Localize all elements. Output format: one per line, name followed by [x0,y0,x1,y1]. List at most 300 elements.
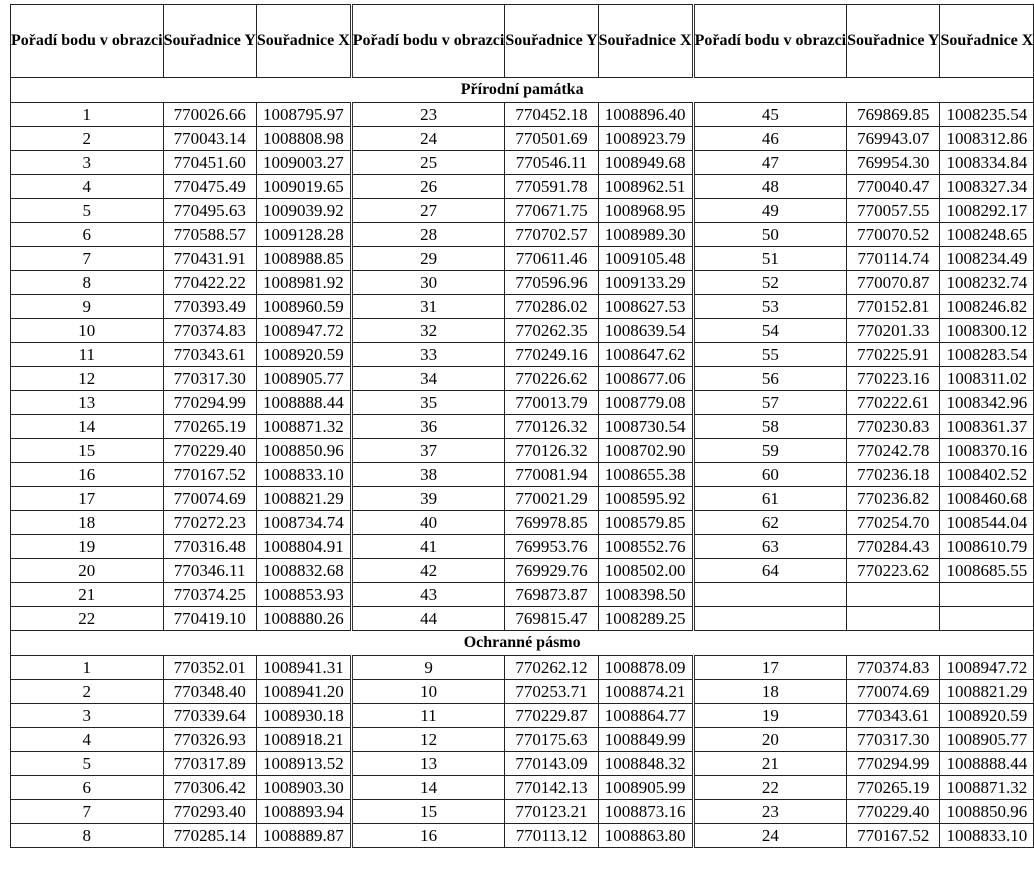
cell-coordinate-y: 770143.09 [505,752,598,776]
cell-point-order: 18 [11,511,164,535]
table-row [11,583,1034,607]
cell-coordinate-y: 770272.23 [163,511,256,535]
table-wrapper [10,4,1034,848]
cell-coordinate-x: 1008905.77 [940,728,1034,752]
cell-coordinate-x [940,583,1034,607]
cell-coordinate-x: 1008923.79 [598,127,693,151]
cell-point-order: 36 [351,415,505,439]
cell-coordinate-y: 770326.93 [163,728,256,752]
cell-point-order: 63 [693,535,847,559]
table-row [11,223,1034,247]
cell-coordinate-x: 1009039.92 [256,199,351,223]
cell-coordinate-y: 770254.70 [847,511,940,535]
cell-coordinate-y: 770348.40 [163,680,256,704]
cell-coordinate-x: 1008610.79 [940,535,1034,559]
cell-coordinate-x: 1008874.21 [598,680,693,704]
cell-coordinate-y: 770114.74 [847,247,940,271]
cell-point-order: 5 [11,752,164,776]
cell-point-order: 27 [351,199,505,223]
cell-coordinate-y: 770611.46 [505,247,598,271]
cell-point-order: 19 [693,704,847,728]
cell-coordinate-x: 1008880.26 [256,607,351,631]
cell-point-order: 39 [351,487,505,511]
cell-point-order: 24 [351,127,505,151]
cell-coordinate-x: 1008947.72 [256,319,351,343]
cell-coordinate-x: 1008804.91 [256,535,351,559]
cell-coordinate-y: 770236.18 [847,463,940,487]
table-row [11,559,1034,583]
cell-point-order: 21 [11,583,164,607]
cell-coordinate-y: 770671.75 [505,199,598,223]
cell-point-order: 14 [11,415,164,439]
table-row [11,103,1034,127]
cell-coordinate-y: 770074.69 [163,487,256,511]
cell-coordinate-y: 770229.40 [847,800,940,824]
table-row [11,127,1034,151]
cell-coordinate-y: 770294.99 [163,391,256,415]
cell-coordinate-y: 770431.91 [163,247,256,271]
cell-point-order: 9 [351,656,505,680]
cell-point-order: 51 [693,247,847,271]
header-coordinate-y: Souřadnice Y [505,5,598,78]
cell-point-order: 20 [11,559,164,583]
cell-coordinate-x: 1008920.59 [256,343,351,367]
cell-coordinate-y: 770374.83 [847,656,940,680]
cell-coordinate-x: 1008873.16 [598,800,693,824]
table-row [11,680,1034,704]
cell-point-order: 60 [693,463,847,487]
cell-coordinate-y: 770596.96 [505,271,598,295]
cell-coordinate-x: 1008327.34 [940,175,1034,199]
cell-point-order: 45 [693,103,847,127]
table-row [11,656,1034,680]
cell-point-order: 22 [693,776,847,800]
cell-coordinate-y: 770026.66 [163,103,256,127]
cell-coordinate-x: 1008833.10 [940,824,1034,848]
cell-coordinate-x: 1008655.38 [598,463,693,487]
table-row [11,151,1034,175]
table-row [11,199,1034,223]
table-row [11,704,1034,728]
cell-coordinate-y: 770352.01 [163,656,256,680]
cell-point-order: 43 [351,583,505,607]
cell-point-order: 1 [11,103,164,127]
header-row [11,5,1034,78]
cell-coordinate-x: 1008248.65 [940,223,1034,247]
cell-coordinate-y: 770339.64 [163,704,256,728]
cell-coordinate-y: 770253.71 [505,680,598,704]
cell-point-order: 29 [351,247,505,271]
cell-coordinate-x: 1008685.55 [940,559,1034,583]
cell-coordinate-y: 770043.14 [163,127,256,151]
cell-coordinate-x: 1008702.90 [598,439,693,463]
cell-point-order: 38 [351,463,505,487]
cell-point-order: 54 [693,319,847,343]
cell-coordinate-x: 1008989.30 [598,223,693,247]
cell-coordinate-x: 1008821.29 [256,487,351,511]
cell-point-order: 59 [693,439,847,463]
cell-point-order: 8 [11,271,164,295]
cell-point-order: 23 [351,103,505,127]
cell-coordinate-y: 769943.07 [847,127,940,151]
cell-coordinate-y: 770040.47 [847,175,940,199]
cell-coordinate-y: 770294.99 [847,752,940,776]
cell-point-order: 3 [11,704,164,728]
cell-coordinate-x: 1008968.95 [598,199,693,223]
section-header-row [11,631,1034,656]
cell-coordinate-y [847,583,940,607]
cell-coordinate-x: 1008595.92 [598,487,693,511]
cell-point-order: 11 [351,704,505,728]
cell-coordinate-y: 770317.89 [163,752,256,776]
cell-coordinate-x: 1008342.96 [940,391,1034,415]
cell-coordinate-x: 1008460.68 [940,487,1034,511]
cell-coordinate-x: 1008370.16 [940,439,1034,463]
cell-point-order: 3 [11,151,164,175]
cell-coordinate-y: 770126.32 [505,415,598,439]
cell-point-order: 9 [11,295,164,319]
cell-coordinate-y: 770262.35 [505,319,598,343]
cell-coordinate-y: 770223.62 [847,559,940,583]
cell-point-order: 8 [11,824,164,848]
table-row [11,319,1034,343]
cell-coordinate-y: 770265.19 [163,415,256,439]
cell-coordinate-x: 1008832.68 [256,559,351,583]
table-row [11,439,1034,463]
cell-coordinate-y [847,607,940,631]
cell-coordinate-x: 1008850.96 [256,439,351,463]
cell-point-order: 20 [693,728,847,752]
cell-point-order: 15 [351,800,505,824]
cell-coordinate-x: 1009105.48 [598,247,693,271]
coordinates-table [10,4,1034,848]
section-title: Přírodní památka [11,78,1034,103]
cell-coordinate-x: 1008311.02 [940,367,1034,391]
cell-coordinate-y: 770113.12 [505,824,598,848]
cell-point-order: 37 [351,439,505,463]
cell-point-order: 21 [693,752,847,776]
cell-coordinate-x: 1008893.94 [256,800,351,824]
cell-coordinate-y: 770229.87 [505,704,598,728]
table-row [11,271,1034,295]
cell-point-order: 13 [11,391,164,415]
table-row [11,824,1034,848]
cell-coordinate-y: 770346.11 [163,559,256,583]
cell-coordinate-x: 1008988.85 [256,247,351,271]
cell-coordinate-y: 770223.16 [847,367,940,391]
section-header-row [11,78,1034,103]
cell-point-order [693,607,847,631]
cell-coordinate-x: 1008232.74 [940,271,1034,295]
cell-coordinate-y: 769873.87 [505,583,598,607]
cell-coordinate-y: 770475.49 [163,175,256,199]
cell-coordinate-x: 1008960.59 [256,295,351,319]
header-coordinate-y: Souřadnice Y [163,5,256,78]
table-body [11,78,1034,848]
cell-coordinate-x: 1008627.53 [598,295,693,319]
cell-coordinate-y: 770422.22 [163,271,256,295]
cell-coordinate-y: 770285.14 [163,824,256,848]
cell-coordinate-y: 770201.33 [847,319,940,343]
cell-coordinate-x: 1008300.12 [940,319,1034,343]
cell-point-order: 13 [351,752,505,776]
header-coordinate-y: Souřadnice Y [847,5,940,78]
cell-coordinate-y: 770142.13 [505,776,598,800]
table-row [11,175,1034,199]
cell-coordinate-x: 1008878.09 [598,656,693,680]
cell-coordinate-x: 1008234.49 [940,247,1034,271]
cell-coordinate-x: 1009003.27 [256,151,351,175]
cell-coordinate-x: 1008402.52 [940,463,1034,487]
cell-point-order: 16 [351,824,505,848]
cell-point-order: 48 [693,175,847,199]
cell-coordinate-y: 770226.62 [505,367,598,391]
cell-coordinate-x: 1008579.85 [598,511,693,535]
cell-coordinate-y: 770229.40 [163,439,256,463]
cell-coordinate-y: 770495.63 [163,199,256,223]
cell-coordinate-x: 1008981.92 [256,271,351,295]
cell-coordinate-x: 1008502.00 [598,559,693,583]
cell-coordinate-x: 1008246.82 [940,295,1034,319]
cell-coordinate-y: 769953.76 [505,535,598,559]
table-row [11,511,1034,535]
cell-point-order: 5 [11,199,164,223]
cell-coordinate-y: 770546.11 [505,151,598,175]
cell-coordinate-y: 770175.63 [505,728,598,752]
cell-coordinate-x: 1008871.32 [256,415,351,439]
cell-coordinate-y: 770588.57 [163,223,256,247]
cell-coordinate-x: 1008398.50 [598,583,693,607]
cell-coordinate-y: 770123.21 [505,800,598,824]
cell-point-order: 15 [11,439,164,463]
cell-point-order: 6 [11,223,164,247]
cell-coordinate-x: 1008889.87 [256,824,351,848]
cell-point-order: 33 [351,343,505,367]
cell-coordinate-x: 1008677.06 [598,367,693,391]
cell-coordinate-y: 770070.52 [847,223,940,247]
cell-point-order: 57 [693,391,847,415]
cell-coordinate-y: 770236.82 [847,487,940,511]
cell-point-order: 26 [351,175,505,199]
cell-coordinate-x: 1008289.25 [598,607,693,631]
cell-coordinate-y: 770419.10 [163,607,256,631]
cell-coordinate-y: 770343.61 [847,704,940,728]
header-point-order: Pořadí bodu v obrazci [11,5,164,78]
cell-coordinate-y: 770167.52 [847,824,940,848]
cell-coordinate-y: 770057.55 [847,199,940,223]
cell-point-order: 32 [351,319,505,343]
cell-coordinate-x: 1008888.44 [256,391,351,415]
cell-coordinate-x: 1008312.86 [940,127,1034,151]
section-title: Ochranné pásmo [11,631,1034,656]
cell-coordinate-y: 770284.43 [847,535,940,559]
cell-point-order: 56 [693,367,847,391]
cell-point-order: 28 [351,223,505,247]
cell-coordinate-y: 770081.94 [505,463,598,487]
header-point-order: Pořadí bodu v obrazci [693,5,847,78]
cell-point-order: 49 [693,199,847,223]
cell-coordinate-y: 770591.78 [505,175,598,199]
cell-point-order: 52 [693,271,847,295]
cell-point-order: 50 [693,223,847,247]
cell-coordinate-x: 1008848.32 [598,752,693,776]
cell-coordinate-y: 770167.52 [163,463,256,487]
cell-point-order: 46 [693,127,847,151]
table-row [11,776,1034,800]
cell-point-order: 18 [693,680,847,704]
cell-coordinate-x: 1008850.96 [940,800,1034,824]
cell-coordinate-y: 770293.40 [163,800,256,824]
cell-coordinate-y: 770374.83 [163,319,256,343]
cell-coordinate-y: 770501.69 [505,127,598,151]
cell-point-order: 34 [351,367,505,391]
cell-coordinate-y: 770230.83 [847,415,940,439]
cell-coordinate-x: 1008235.54 [940,103,1034,127]
cell-coordinate-x: 1008947.72 [940,656,1034,680]
cell-coordinate-x: 1008361.37 [940,415,1034,439]
cell-coordinate-x: 1008833.10 [256,463,351,487]
cell-coordinate-y: 770393.49 [163,295,256,319]
cell-coordinate-x: 1008734.74 [256,511,351,535]
cell-point-order: 47 [693,151,847,175]
cell-coordinate-y: 770286.02 [505,295,598,319]
cell-coordinate-x: 1008639.54 [598,319,693,343]
cell-point-order: 62 [693,511,847,535]
cell-coordinate-y: 770021.29 [505,487,598,511]
cell-coordinate-x: 1008544.04 [940,511,1034,535]
cell-coordinate-x: 1008941.20 [256,680,351,704]
table-row [11,463,1034,487]
table-row [11,415,1034,439]
cell-point-order: 2 [11,680,164,704]
cell-coordinate-x: 1008849.99 [598,728,693,752]
cell-point-order: 64 [693,559,847,583]
cell-coordinate-x: 1008292.17 [940,199,1034,223]
cell-point-order: 10 [11,319,164,343]
cell-coordinate-x: 1008896.40 [598,103,693,127]
header-coordinate-x: Souřadnice X [256,5,351,78]
cell-coordinate-y: 770249.16 [505,343,598,367]
cell-point-order: 17 [11,487,164,511]
cell-point-order: 7 [11,247,164,271]
table-row [11,391,1034,415]
cell-point-order: 58 [693,415,847,439]
cell-coordinate-x: 1008903.30 [256,776,351,800]
cell-coordinate-x: 1008808.98 [256,127,351,151]
cell-point-order: 25 [351,151,505,175]
cell-coordinate-x: 1008949.68 [598,151,693,175]
cell-coordinate-x: 1008941.31 [256,656,351,680]
cell-point-order: 16 [11,463,164,487]
cell-coordinate-y: 770317.30 [847,728,940,752]
cell-coordinate-y: 770242.78 [847,439,940,463]
cell-coordinate-y: 770126.32 [505,439,598,463]
cell-coordinate-x: 1008552.76 [598,535,693,559]
cell-point-order: 1 [11,656,164,680]
cell-point-order: 23 [693,800,847,824]
cell-coordinate-y: 770225.91 [847,343,940,367]
cell-point-order: 41 [351,535,505,559]
cell-point-order: 30 [351,271,505,295]
cell-coordinate-x: 1008920.59 [940,704,1034,728]
cell-point-order: 31 [351,295,505,319]
cell-coordinate-y: 770306.42 [163,776,256,800]
cell-coordinate-y: 770074.69 [847,680,940,704]
cell-point-order: 44 [351,607,505,631]
cell-coordinate-y: 770070.87 [847,271,940,295]
cell-coordinate-x: 1008864.77 [598,704,693,728]
cell-point-order: 2 [11,127,164,151]
table-row [11,247,1034,271]
cell-coordinate-y: 769869.85 [847,103,940,127]
cell-coordinate-y: 770316.48 [163,535,256,559]
cell-point-order: 35 [351,391,505,415]
cell-coordinate-y: 770343.61 [163,343,256,367]
header-coordinate-x: Souřadnice X [598,5,693,78]
cell-coordinate-x: 1008795.97 [256,103,351,127]
cell-coordinate-x: 1008913.52 [256,752,351,776]
cell-point-order [693,583,847,607]
table-row [11,800,1034,824]
table-row [11,752,1034,776]
table-row [11,487,1034,511]
table-row [11,607,1034,631]
cell-coordinate-x: 1008863.80 [598,824,693,848]
table-row [11,343,1034,367]
cell-coordinate-x: 1008853.93 [256,583,351,607]
cell-coordinate-x: 1008905.77 [256,367,351,391]
cell-coordinate-x: 1008647.62 [598,343,693,367]
cell-point-order: 14 [351,776,505,800]
cell-point-order: 42 [351,559,505,583]
cell-coordinate-x: 1008905.99 [598,776,693,800]
cell-coordinate-y: 769815.47 [505,607,598,631]
cell-coordinate-x: 1008918.21 [256,728,351,752]
table-row [11,728,1034,752]
cell-coordinate-y: 770222.61 [847,391,940,415]
cell-point-order: 4 [11,728,164,752]
cell-coordinate-x: 1009019.65 [256,175,351,199]
cell-point-order: 24 [693,824,847,848]
cell-coordinate-x: 1008930.18 [256,704,351,728]
cell-coordinate-y: 770452.18 [505,103,598,127]
cell-coordinate-x: 1008730.54 [598,415,693,439]
cell-coordinate-x: 1009128.28 [256,223,351,247]
cell-coordinate-x: 1009133.29 [598,271,693,295]
cell-coordinate-x: 1008283.54 [940,343,1034,367]
cell-coordinate-x: 1008962.51 [598,175,693,199]
cell-point-order: 6 [11,776,164,800]
cell-point-order: 10 [351,680,505,704]
cell-point-order: 61 [693,487,847,511]
table-row [11,535,1034,559]
header-point-order: Pořadí bodu v obrazci [351,5,505,78]
cell-point-order: 11 [11,343,164,367]
cell-point-order: 53 [693,295,847,319]
cell-coordinate-x [940,607,1034,631]
cell-point-order: 12 [11,367,164,391]
cell-coordinate-y: 770013.79 [505,391,598,415]
cell-coordinate-y: 770317.30 [163,367,256,391]
table-row [11,295,1034,319]
cell-coordinate-y: 770262.12 [505,656,598,680]
cell-point-order: 17 [693,656,847,680]
cell-coordinate-x: 1008334.84 [940,151,1034,175]
cell-point-order: 12 [351,728,505,752]
cell-coordinate-y: 770702.57 [505,223,598,247]
header-coordinate-x: Souřadnice X [940,5,1034,78]
cell-coordinate-y: 770374.25 [163,583,256,607]
